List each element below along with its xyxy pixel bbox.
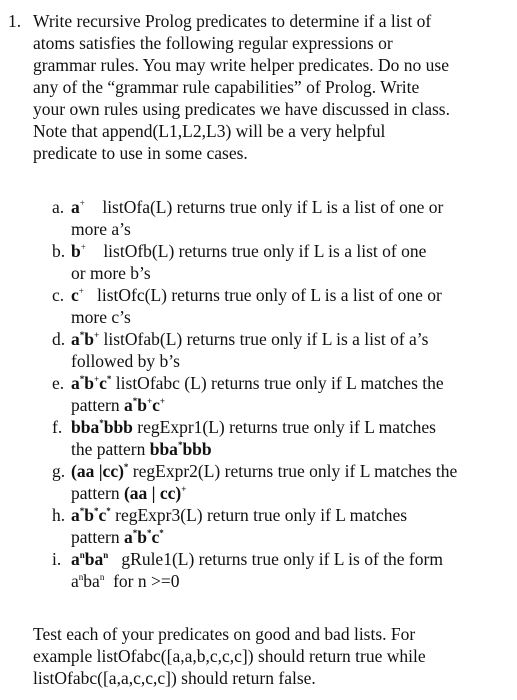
item-text-cont: more a’s — [71, 219, 131, 239]
description: listOfc(L) returns true only of L is a list of one or — [96, 285, 442, 305]
testing-instructions — [33, 623, 513, 689]
item-text — [71, 284, 442, 306]
question-number: 1. — [8, 11, 22, 31]
pattern: a*b+c+ — [123, 395, 166, 415]
regex: c — [71, 285, 79, 305]
item-text — [71, 460, 457, 482]
question-prompt — [33, 10, 511, 164]
item-text — [71, 196, 443, 218]
regex: a — [71, 197, 80, 217]
prompt-line: predicate to use in some cases. — [33, 143, 248, 163]
item-text-cont: more c’s — [71, 307, 131, 327]
item-letter: b. — [52, 241, 66, 261]
item-letter: e. — [52, 373, 65, 393]
item-letter: d. — [52, 329, 66, 349]
item-text-cont: pattern a*b+c+ — [71, 395, 166, 415]
item-text — [71, 416, 436, 438]
item-letter: i. — [52, 549, 62, 569]
item-letter: h. — [52, 505, 66, 525]
pattern: bba*bbb — [149, 439, 212, 459]
pattern: a*b*c* — [123, 527, 164, 547]
prompt-line: Note that append(L1,L2,L3) will be a very helpful — [33, 121, 386, 141]
description: listOfa(L) returns true only if L is a list of one or — [102, 197, 444, 217]
regex: a*b+c* — [71, 373, 112, 393]
item-text-cont: followed by b’s — [71, 351, 180, 371]
description: gRule1(L) returns true only if L is of the form — [108, 549, 443, 569]
regex-sup: + — [79, 198, 85, 208]
footer-line: listOfabc([a,a,c,c,c]) should return false. — [33, 668, 316, 688]
footer-line: Test each of your predicates on good and bad lists. For — [33, 624, 416, 644]
regex: $a^nba^n$ — [71, 549, 109, 569]
regex: bba*bbb — [71, 417, 133, 437]
description: regExpr3(L) return true only if L matches — [110, 505, 408, 525]
prompt-line: atoms satisfies the following regular expressions or — [33, 33, 393, 53]
item-text-cont: the pattern bba*bbb — [71, 439, 212, 459]
description: listOfb(L) returns true only if L is a list of one — [103, 241, 427, 261]
description: listOfab(L) returns true only if L is a list of a’s — [99, 329, 429, 349]
pattern: (aa | cc)+ — [123, 483, 187, 503]
prompt-line: Write recursive Prolog predicates to determine if a list of — [33, 11, 432, 31]
item-letter: f. — [52, 417, 63, 437]
regex: a*b*c* — [71, 505, 111, 525]
regex-sup: + — [80, 242, 86, 252]
item-text — [71, 328, 428, 350]
item-text — [71, 548, 443, 570]
item-text-cont: pattern (aa | cc)+ — [71, 483, 187, 503]
item-letter: c. — [52, 285, 65, 305]
item-text — [71, 372, 444, 394]
item-letter: a. — [52, 197, 65, 217]
regex-sup: + — [78, 286, 84, 296]
description: regExpr2(L) returns true only if L matches the — [128, 461, 458, 481]
regex: b — [71, 241, 81, 261]
prompt-line: grammar rules. You may write helper predicates. Do no use — [33, 55, 450, 75]
footer-line: example listOfabc([a,a,b,c,c,c]) should return true while — [33, 646, 426, 666]
item-text-cont: $a^nba^n$ for n >=0 — [71, 571, 180, 591]
item-text — [71, 504, 407, 526]
item-letter: g. — [52, 461, 66, 481]
regex: a*b+ — [71, 329, 100, 349]
prompt-line: any of the “grammar rule capabilities” of Prolog. Write — [33, 77, 420, 97]
item-text-cont: pattern a*b*c* — [71, 527, 164, 547]
prompt-line: your own rules using predicates we have discussed in class. — [33, 99, 450, 119]
regex: (aa |cc)* — [71, 461, 129, 481]
item-text-cont: or more b’s — [71, 263, 151, 283]
description: regExpr1(L) returns true only if L matches — [132, 417, 436, 437]
description: listOfabc (L) returns true only if L matches the — [111, 373, 444, 393]
item-text — [71, 240, 426, 262]
